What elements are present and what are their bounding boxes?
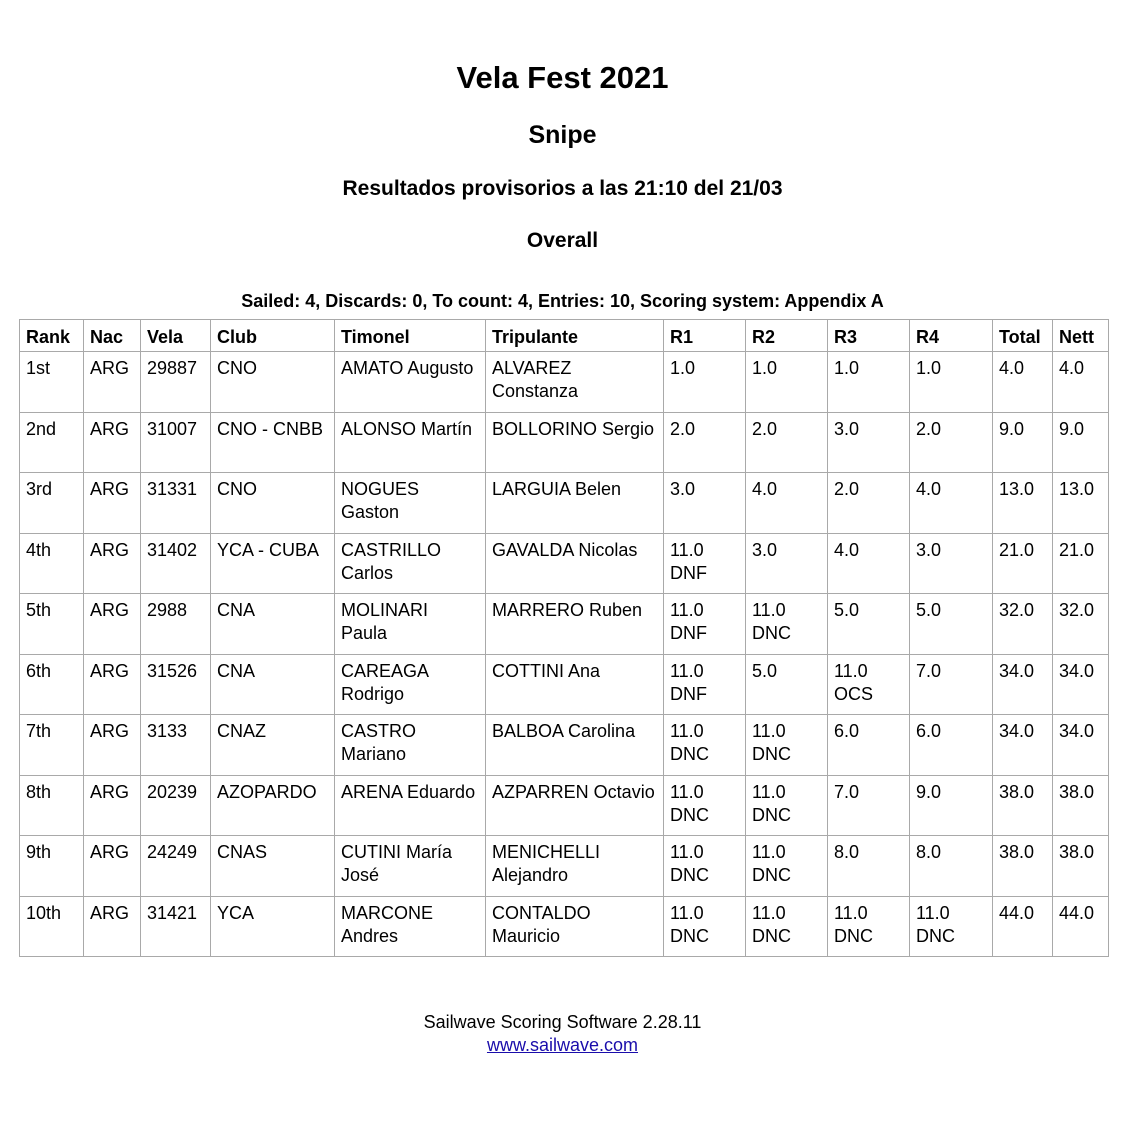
cell-r1: 11.0 DNC <box>664 836 746 897</box>
cell-r2: 1.0 <box>746 352 828 413</box>
cell-timonel: CASTRO Mariano <box>335 715 486 776</box>
cell-tripulante: AZPARREN Octavio <box>486 775 664 836</box>
cell-tripulante: MENICHELLI Alejandro <box>486 836 664 897</box>
cell-vela: 2988 <box>141 594 211 655</box>
cell-tripulante: COTTINI Ana <box>486 654 664 715</box>
cell-rank: 2nd <box>20 412 84 473</box>
cell-r2: 11.0 DNC <box>746 896 828 957</box>
cell-nett: 4.0 <box>1053 352 1109 413</box>
column-header-vela: Vela <box>141 320 211 352</box>
cell-r1: 1.0 <box>664 352 746 413</box>
cell-total: 38.0 <box>993 775 1053 836</box>
cell-r3: 3.0 <box>828 412 910 473</box>
column-header-r1: R1 <box>664 320 746 352</box>
cell-total: 9.0 <box>993 412 1053 473</box>
cell-r3: 1.0 <box>828 352 910 413</box>
cell-nac: ARG <box>84 654 141 715</box>
cell-nett: 34.0 <box>1053 654 1109 715</box>
table-row <box>20 715 1109 776</box>
cell-rank: 4th <box>20 533 84 594</box>
cell-timonel: NOGUES Gaston <box>335 473 486 534</box>
cell-tripulante: LARGUIA Belen <box>486 473 664 534</box>
cell-timonel: ALONSO Martín <box>335 412 486 473</box>
cell-timonel: ARENA Eduardo <box>335 775 486 836</box>
cell-r4: 7.0 <box>910 654 993 715</box>
cell-nett: 13.0 <box>1053 473 1109 534</box>
table-row <box>20 594 1109 655</box>
cell-nett: 21.0 <box>1053 533 1109 594</box>
cell-nac: ARG <box>84 473 141 534</box>
column-header-r3: R3 <box>828 320 910 352</box>
cell-r4: 11.0 DNC <box>910 896 993 957</box>
cell-rank: 5th <box>20 594 84 655</box>
cell-r1: 2.0 <box>664 412 746 473</box>
cell-tripulante: ALVAREZ Constanza <box>486 352 664 413</box>
cell-tripulante: CONTALDO Mauricio <box>486 896 664 957</box>
column-header-club: Club <box>211 320 335 352</box>
table-row <box>20 352 1109 413</box>
cell-club: CNO <box>211 352 335 413</box>
cell-r3: 2.0 <box>828 473 910 534</box>
cell-club: CNAZ <box>211 715 335 776</box>
cell-nett: 44.0 <box>1053 896 1109 957</box>
cell-r2: 11.0 DNC <box>746 594 828 655</box>
table-row <box>20 412 1109 473</box>
cell-nett: 32.0 <box>1053 594 1109 655</box>
cell-club: CNO - CNBB <box>211 412 335 473</box>
cell-r1: 11.0 DNF <box>664 654 746 715</box>
cell-r4: 3.0 <box>910 533 993 594</box>
cell-club: CNAS <box>211 836 335 897</box>
cell-rank: 10th <box>20 896 84 957</box>
cell-r3: 8.0 <box>828 836 910 897</box>
cell-r3: 11.0 DNC <box>828 896 910 957</box>
cell-r4: 8.0 <box>910 836 993 897</box>
cell-tripulante: GAVALDA Nicolas <box>486 533 664 594</box>
cell-vela: 3133 <box>141 715 211 776</box>
table-header-row <box>20 320 1109 352</box>
cell-r4: 2.0 <box>910 412 993 473</box>
cell-r4: 6.0 <box>910 715 993 776</box>
cell-r2: 5.0 <box>746 654 828 715</box>
results-table <box>19 319 1109 957</box>
status-title: Resultados provisorios a las 21:10 del 21/03 <box>342 177 783 200</box>
cell-club: AZOPARDO <box>211 775 335 836</box>
cell-nac: ARG <box>84 896 141 957</box>
sailwave-link[interactable]: www.sailwave.com <box>486 1035 639 1055</box>
cell-vela: 31331 <box>141 473 211 534</box>
column-header-nett: Nett <box>1053 320 1109 352</box>
cell-tripulante: BALBOA Carolina <box>486 715 664 776</box>
class-title: Snipe <box>528 121 597 149</box>
cell-club: YCA - CUBA <box>211 533 335 594</box>
cell-nac: ARG <box>84 836 141 897</box>
cell-r2: 11.0 DNC <box>746 715 828 776</box>
cell-vela: 31402 <box>141 533 211 594</box>
table-row <box>20 473 1109 534</box>
cell-r4: 9.0 <box>910 775 993 836</box>
cell-nac: ARG <box>84 533 141 594</box>
cell-r3: 7.0 <box>828 775 910 836</box>
cell-rank: 3rd <box>20 473 84 534</box>
cell-vela: 31421 <box>141 896 211 957</box>
cell-r1: 11.0 DNF <box>664 594 746 655</box>
column-header-r4: R4 <box>910 320 993 352</box>
cell-r4: 1.0 <box>910 352 993 413</box>
cell-total: 13.0 <box>993 473 1053 534</box>
results-body <box>20 352 1109 957</box>
cell-nac: ARG <box>84 594 141 655</box>
cell-r1: 3.0 <box>664 473 746 534</box>
cell-club: YCA <box>211 896 335 957</box>
cell-total: 34.0 <box>993 654 1053 715</box>
event-title: Vela Fest 2021 <box>456 60 669 95</box>
cell-rank: 9th <box>20 836 84 897</box>
cell-r1: 11.0 DNC <box>664 715 746 776</box>
column-header-tripulante: Tripulante <box>486 320 664 352</box>
cell-r1: 11.0 DNF <box>664 533 746 594</box>
scoring-summary: Sailed: 4, Discards: 0, To count: 4, Entries: 10, Scoring system: Appendix A <box>241 291 884 311</box>
cell-rank: 8th <box>20 775 84 836</box>
cell-total: 34.0 <box>993 715 1053 776</box>
cell-total: 21.0 <box>993 533 1053 594</box>
column-header-total: Total <box>993 320 1053 352</box>
cell-total: 44.0 <box>993 896 1053 957</box>
cell-timonel: MOLINARI Paula <box>335 594 486 655</box>
software-credit: Sailwave Scoring Software 2.28.11 <box>423 1012 702 1032</box>
cell-r2: 3.0 <box>746 533 828 594</box>
cell-total: 38.0 <box>993 836 1053 897</box>
cell-nac: ARG <box>84 715 141 776</box>
cell-nett: 38.0 <box>1053 775 1109 836</box>
cell-timonel: CUTINI María José <box>335 836 486 897</box>
cell-r2: 11.0 DNC <box>746 775 828 836</box>
column-header-rank: Rank <box>20 320 84 352</box>
table-row <box>20 654 1109 715</box>
cell-r2: 2.0 <box>746 412 828 473</box>
table-row <box>20 896 1109 957</box>
cell-nett: 9.0 <box>1053 412 1109 473</box>
cell-vela: 31007 <box>141 412 211 473</box>
table-row <box>20 775 1109 836</box>
cell-vela: 31526 <box>141 654 211 715</box>
cell-tripulante: BOLLORINO Sergio <box>486 412 664 473</box>
cell-r4: 4.0 <box>910 473 993 534</box>
cell-timonel: MARCONE Andres <box>335 896 486 957</box>
cell-r4: 5.0 <box>910 594 993 655</box>
cell-r1: 11.0 DNC <box>664 775 746 836</box>
cell-nac: ARG <box>84 775 141 836</box>
cell-nac: ARG <box>84 352 141 413</box>
column-header-nac: Nac <box>84 320 141 352</box>
cell-rank: 1st <box>20 352 84 413</box>
cell-rank: 7th <box>20 715 84 776</box>
cell-r3: 6.0 <box>828 715 910 776</box>
cell-r3: 5.0 <box>828 594 910 655</box>
table-row <box>20 533 1109 594</box>
column-header-timonel: Timonel <box>335 320 486 352</box>
cell-timonel: AMATO Augusto <box>335 352 486 413</box>
cell-total: 32.0 <box>993 594 1053 655</box>
column-header-r2: R2 <box>746 320 828 352</box>
cell-rank: 6th <box>20 654 84 715</box>
cell-club: CNO <box>211 473 335 534</box>
cell-r1: 11.0 DNC <box>664 896 746 957</box>
division-title: Overall <box>526 229 599 252</box>
cell-r2: 11.0 DNC <box>746 836 828 897</box>
cell-club: CNA <box>211 654 335 715</box>
cell-tripulante: MARRERO Ruben <box>486 594 664 655</box>
cell-timonel: CAREAGA Rodrigo <box>335 654 486 715</box>
cell-nett: 34.0 <box>1053 715 1109 776</box>
cell-nett: 38.0 <box>1053 836 1109 897</box>
cell-r2: 4.0 <box>746 473 828 534</box>
cell-r3: 11.0 OCS <box>828 654 910 715</box>
cell-r3: 4.0 <box>828 533 910 594</box>
table-row <box>20 836 1109 897</box>
cell-total: 4.0 <box>993 352 1053 413</box>
cell-timonel: CASTRILLO Carlos <box>335 533 486 594</box>
cell-vela: 29887 <box>141 352 211 413</box>
cell-nac: ARG <box>84 412 141 473</box>
cell-vela: 24249 <box>141 836 211 897</box>
cell-vela: 20239 <box>141 775 211 836</box>
cell-club: CNA <box>211 594 335 655</box>
